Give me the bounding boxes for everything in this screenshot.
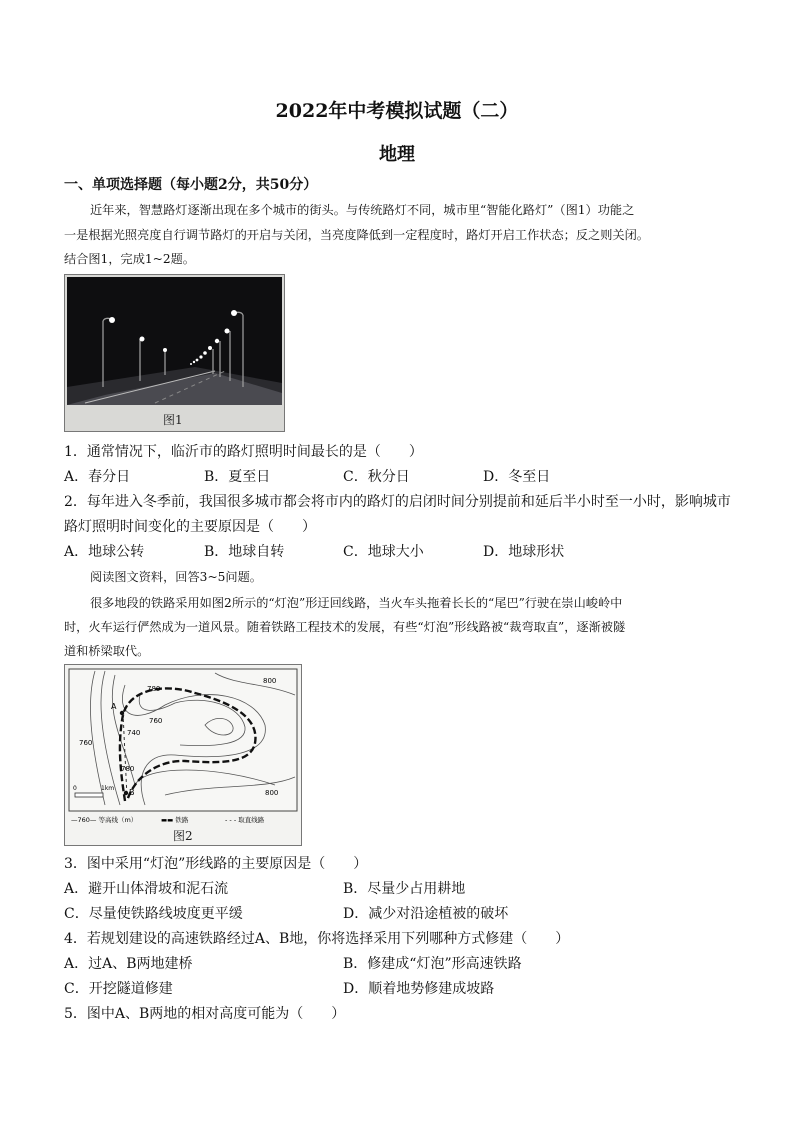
- contour-map-image: [65, 665, 301, 845]
- contour-label-780-low: 780: [121, 765, 135, 773]
- material2-intro: 阅读图文资料，回答3~5问题。: [90, 570, 262, 584]
- question2-line1: 2．每年进入冬季前，我国很多城市都会将市内的路灯的启闭时间分别提前和延后半小时至一小时，影响城市: [64, 494, 731, 510]
- scale-bar: [75, 793, 103, 797]
- q4-option-d: D．顺着地势修建成坡路: [343, 981, 495, 997]
- contour-label-780: 780: [147, 685, 161, 693]
- q1-option-a: A．春分日: [64, 469, 131, 485]
- q3-option-b: B．尽量少占用耕地: [343, 881, 466, 897]
- subject-title: 地理: [379, 144, 415, 165]
- figure1-photo: [64, 274, 285, 432]
- q2-option-a: A．地球公转: [64, 544, 145, 560]
- map-label-b: B: [129, 788, 135, 797]
- q3-option-a: A．避开山体滑坡和泥石流: [64, 881, 229, 897]
- material1-line2: 一是根据光照亮度自行调节路灯的开启与关闭，当亮度降低到一定程度时，路灯开启工作状态；反之则关闭。: [64, 228, 649, 242]
- q1-option-b: B．夏至日: [204, 469, 271, 485]
- contour-label-760-left: 760: [79, 739, 93, 747]
- material2-line2: 时，火车运行俨然成为一道风景。随着铁路工程技术的发展，有些“灯泡”形线路被“裁弯取直”，逐渐被隧: [64, 620, 626, 634]
- map-label-a: A: [111, 702, 117, 711]
- question1-stem: 1．通常情况下，临沂市的路灯照明时间最长的是（ ）: [64, 444, 423, 460]
- figure1-caption: 图1: [163, 413, 183, 427]
- q4-option-c: C．开挖隧道修建: [64, 981, 173, 997]
- exam-title: 2022年中考模拟试题（二）: [275, 100, 519, 122]
- question4-stem: 4．若规划建设的高速铁路经过A、B地，你将选择采用下列哪种方式修建（ ）: [64, 931, 570, 947]
- material1-line1: 近年来，智慧路灯逐渐出现在多个城市的街头。与传统路灯不同，城市里“智能化路灯”（图1）功能之: [90, 203, 635, 217]
- material1-line3: 结合图1，完成1~2题。: [64, 252, 195, 266]
- material2-line3: 道和桥梁取代。: [64, 644, 150, 658]
- question2-line2: 路灯照明时间变化的主要原因是（ ）: [64, 519, 316, 535]
- q3-option-c: C．尽量使铁路线坡度更平缓: [64, 906, 243, 922]
- q1-option-d: D．冬至日: [483, 469, 551, 485]
- figure2-contour-map: [64, 664, 302, 846]
- material2-line1: 很多地段的铁路采用如图2所示的“灯泡”形迂回线路，当火车头拖着长长的“尾巴”行驶在崇山峻岭中: [90, 596, 623, 610]
- q4-option-b: B．修建成“灯泡”形高速铁路: [343, 956, 522, 972]
- legend-straightened: - - - 取直线路: [225, 816, 265, 824]
- q2-option-d: D．地球形状: [483, 544, 565, 560]
- question5-stem: 5．图中A、B两地的相对高度可能为（ ）: [64, 1006, 346, 1022]
- section-heading: 一、单项选择题（每小题2分，共50分）: [64, 177, 318, 193]
- contour-label-760: 760: [149, 717, 163, 725]
- q4-option-a: A．过A、B两地建桥: [64, 956, 193, 972]
- figure2-caption: 图2: [173, 829, 193, 843]
- point-b-marker: [124, 791, 128, 795]
- streetlight-photo-image: [65, 275, 284, 431]
- scale-label-zero: 0: [73, 785, 77, 792]
- question3-stem: 3．图中采用“灯泡”形线路的主要原因是（ ）: [64, 856, 368, 872]
- legend-contour: —760— 等高线（m）: [71, 816, 138, 824]
- q2-option-c: C．地球大小: [343, 544, 424, 560]
- legend-railway: ▬▬ 铁路: [161, 816, 189, 824]
- point-a-marker: [120, 711, 124, 715]
- scale-label-km: 1km: [101, 785, 115, 792]
- contour-label-800-bottom: 800: [265, 789, 279, 797]
- q1-option-c: C．秋分日: [343, 469, 410, 485]
- q3-option-d: D．减少对沿途植被的破坏: [343, 906, 509, 922]
- q2-option-b: B．地球自转: [204, 544, 285, 560]
- contour-label-800-top: 800: [263, 677, 277, 685]
- contour-label-740: 740: [127, 729, 141, 737]
